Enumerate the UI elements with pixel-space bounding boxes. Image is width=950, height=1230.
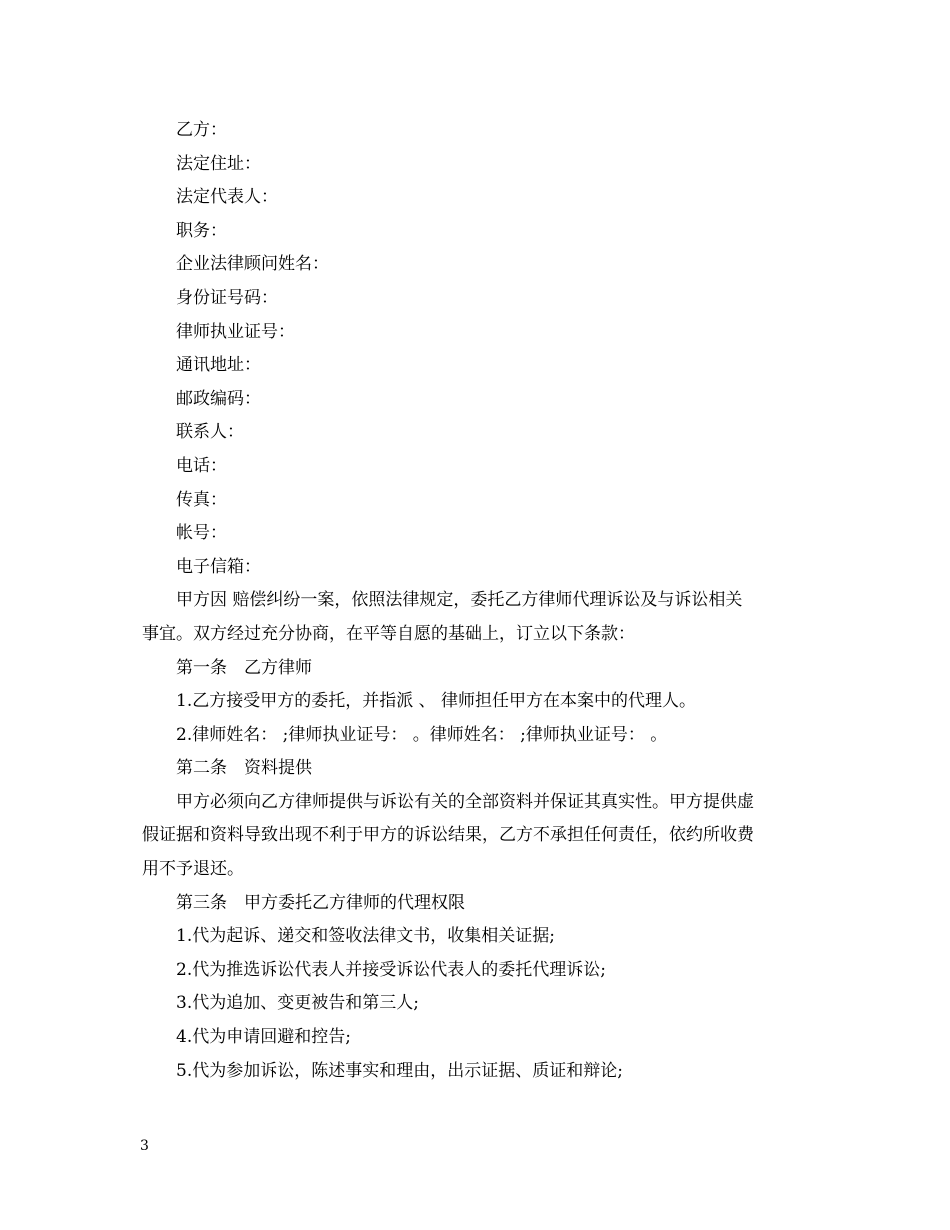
- document-body: [142, 114, 812, 1088]
- article1-item1: 1.乙方接受甲方的委托，并指派 、 律师担任甲方在本案中的代理人。: [176, 691, 697, 712]
- field-fax: 传真：: [176, 489, 227, 510]
- article3-item4: 4.代为申请回避和控告;: [176, 1027, 351, 1048]
- article1-heading: 第一条 乙方律师: [176, 657, 312, 678]
- field-postal-code: 邮政编码：: [176, 388, 261, 409]
- field-phone: 电话：: [176, 455, 227, 476]
- article3-heading: 第三条 甲方委托乙方律师的代理权限: [176, 892, 465, 913]
- field-party-b: 乙方：: [176, 120, 227, 140]
- intro-paragraph-line2: 事宜。双方经过充分协商，在平等自愿的基础上，订立以下条款：: [142, 623, 635, 644]
- article2-paragraph-line3: 用不予退还。: [142, 859, 244, 880]
- article3-item2: 2.代为推选诉讼代表人并接受诉讼代表人的委托代理诉讼;: [176, 959, 606, 980]
- article1-item2: 2.律师姓名： ;律师执业证号： 。律师姓名： ;律师执业证号： 。: [176, 724, 668, 745]
- field-legal-address: 法定住址：: [176, 153, 261, 174]
- intro-paragraph-line1: 甲方因 赔偿纠纷一案，依照法律规定，委托乙方律师代理诉讼及与诉讼相关: [176, 590, 743, 611]
- field-contact-person: 联系人：: [176, 422, 244, 443]
- article2-heading: 第二条 资料提供: [176, 758, 312, 779]
- field-lawyer-license: 律师执业证号：: [176, 321, 295, 342]
- article2-paragraph-line2: 假证据和资料导致出现不利于甲方的诉讼结果，乙方不承担任何责任，依约所收费: [142, 825, 754, 846]
- field-mailing-address: 通讯地址：: [176, 355, 261, 376]
- field-position: 职务：: [176, 220, 227, 241]
- field-legal-counsel-name: 企业法律顾问姓名：: [176, 254, 329, 275]
- article3-item5: 5.代为参加诉讼，陈述事实和理由，出示证据、质证和辩论;: [176, 1060, 623, 1081]
- field-email: 电子信箱：: [176, 556, 261, 577]
- page-number: 3: [140, 1138, 149, 1154]
- article2-paragraph-line1: 甲方必须向乙方律师提供与诉讼有关的全部资料并保证其真实性。甲方提供虚: [176, 791, 754, 812]
- field-legal-representative: 法定代表人：: [176, 187, 278, 208]
- article3-item1: 1.代为起诉、递交和签收法律文书，收集相关证据;: [176, 926, 555, 947]
- article3-item3: 3.代为追加、变更被告和第三人;: [176, 993, 419, 1014]
- field-id-number: 身份证号码：: [176, 287, 278, 308]
- field-account: 帐号：: [176, 523, 227, 544]
